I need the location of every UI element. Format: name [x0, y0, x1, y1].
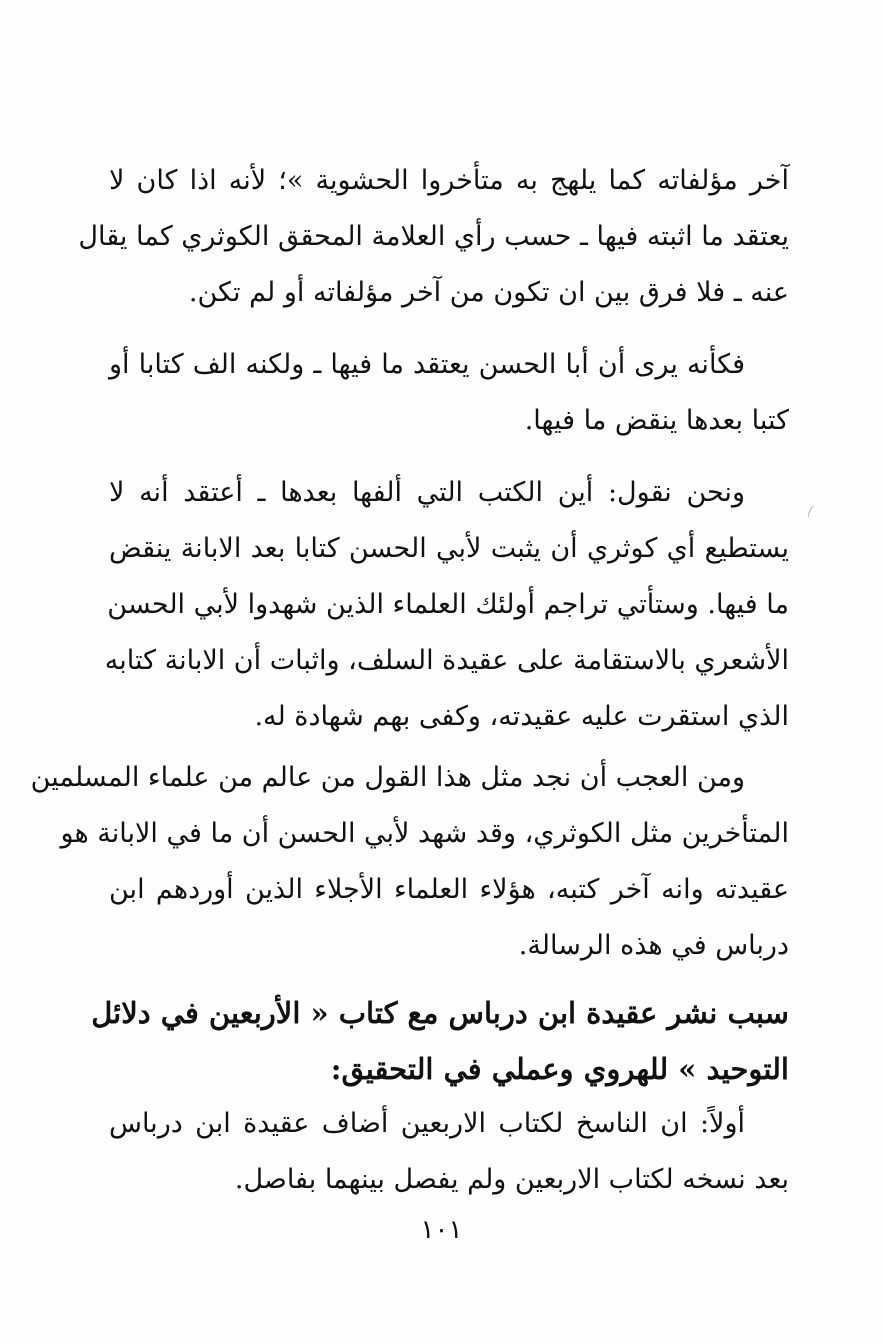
paragraph-line: بعد نسخه لكتاب الاربعين ولم يفصل بينهما بفاصل.: [234, 1164, 789, 1195]
paper-speck: [806, 504, 818, 520]
paragraph-1: [78, 153, 789, 321]
paragraph-line: يستطيع أي كوثري أن يثبت لأبي الحسن كتابا بعد الابانة ينقض: [109, 533, 789, 564]
paragraph-line: المتأخرين مثل الكوثري، وقد شهد لأبي الحسن أن ما في الابانة هو: [60, 818, 789, 849]
paragraph-line: ما فيها. وستأتي تراجم أولئك العلماء الذين شهدوا لأبي الحسن: [107, 589, 789, 620]
paragraph-4: [30, 750, 789, 974]
paragraph-line: درباس في هذه الرسالة.: [518, 930, 789, 961]
paragraph-line: ومن العجب أن نجد مثل هذا القول من عالم من علماء المسلمين: [30, 762, 745, 793]
paragraph-3: [104, 465, 789, 745]
paragraph-line: فكأنه يرى أن أبا الحسن يعتقد ما فيها ـ ولكنه الف كتابا أو: [109, 349, 745, 380]
page-number: ١٠١: [420, 1215, 463, 1245]
paragraph-line: أولاً: ان الناسخ لكتاب الاربعين أضاف عقيدة ابن درباس: [109, 1108, 745, 1139]
paragraph-line: الأشعري بالاستقامة على عقيدة السلف، واثبات أن الابانة كتابه: [104, 645, 789, 676]
paragraph-line: ونحن نقول: أين الكتب التي ألفها بعدها ـ أعتقد أنه لا: [109, 477, 745, 508]
paragraph-line: الذي استقرت عليه عقيدته، وكفى بهم شهادة له.: [254, 701, 789, 732]
section-heading: [91, 985, 789, 1097]
paragraph-line: آخر مؤلفاته كما يلهج به متأخروا الحشوية »؛ لأنه اذا كان لا: [109, 165, 789, 196]
paragraph-5: [109, 1096, 789, 1208]
paragraph-line: كتبا بعدها ينقض ما فيها.: [524, 405, 789, 436]
paragraph-line: عنه ـ فلا فرق بين ان تكون من آخر مؤلفاته أو لم تكن.: [188, 277, 789, 308]
paragraph-line: عقيدته وانه آخر كتبه، هؤلاء العلماء الأجلاء الذين أوردهم ابن: [109, 874, 789, 905]
paragraph-2: [109, 337, 789, 449]
heading-line: التوحيد » للهروي وعملي في التحقيق:: [330, 1052, 789, 1086]
paragraph-line: يعتقد ما اثبته فيها ـ حسب رأي العلامة المحقق الكوثري كما يقال: [78, 221, 789, 252]
heading-line: سبب نشر عقيدة ابن درباس مع كتاب « الأربعين في دلائل: [91, 996, 789, 1030]
